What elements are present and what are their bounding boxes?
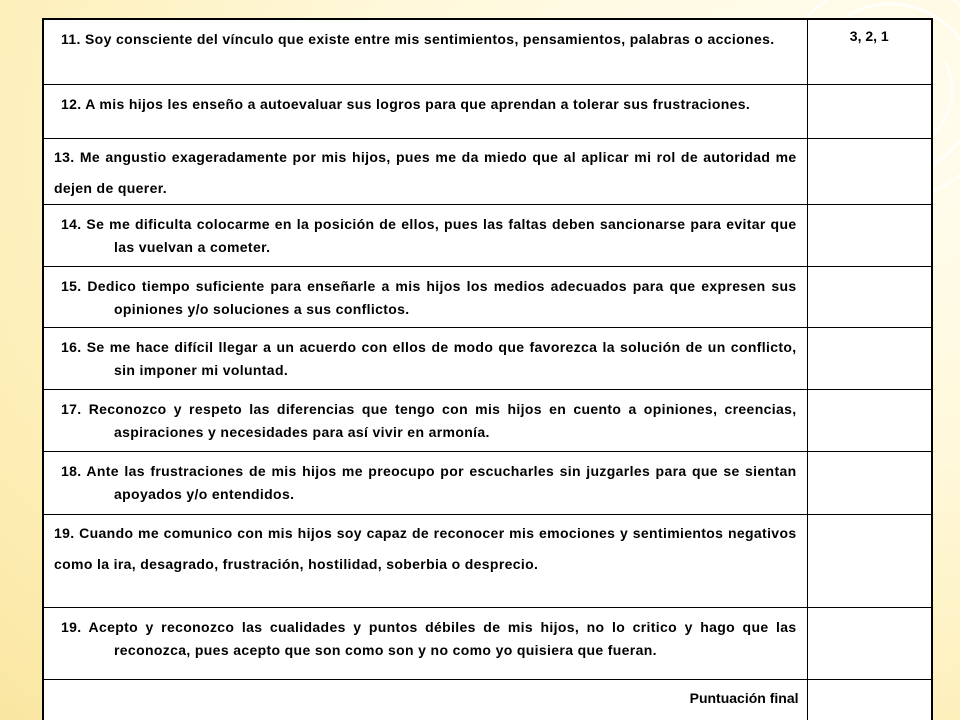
statement-text: 11. Soy consciente del vínculo que existe entre mis sentimientos, pensamientos, palabras o acciones.	[61, 31, 775, 47]
statement-text: 17. Reconozco y respeto las diferencias que tengo con mis hijos en cuento a opiniones, creencias, aspiraciones y necesidades para así vivir en armonía.	[61, 400, 797, 440]
table-row	[44, 607, 931, 679]
score-cell	[807, 607, 931, 679]
statement-cell	[44, 84, 807, 138]
statement-text: 15. Dedico tiempo suficiente para enseñarle a mis hijos los medios adecuados para que expresen sus opiniones y/o soluciones a sus conflictos.	[61, 277, 797, 317]
table-row	[44, 389, 931, 451]
questionnaire-table	[44, 20, 931, 720]
statement-cell	[44, 138, 807, 204]
total-label: Puntuación final	[44, 679, 807, 720]
score-cell	[807, 138, 931, 204]
table-row	[44, 20, 931, 84]
statement-cell	[44, 327, 807, 389]
statement-text: 13. Me angustio exageradamente por mis hijos, pues me da miedo que al aplicar mi rol de autoridad me dejen de querer.	[54, 148, 797, 196]
statement-cell	[44, 451, 807, 514]
total-row	[44, 679, 931, 720]
statement-text: 19. Acepto y reconozco las cualidades y puntos débiles de mis hijos, no lo critico y hago que las reconozca, pues acepto que son como son y no como yo quisiera que fueran.	[61, 618, 797, 658]
score-cell	[807, 327, 931, 389]
score-cell	[807, 266, 931, 327]
statement-cell	[44, 266, 807, 327]
statement-text: 19. Cuando me comunico con mis hijos soy capaz de reconocer mis emociones y sentimientos negativos como la ira, desagrado, frustración, hostilidad, soberbia o desprecio.	[54, 524, 797, 572]
total-score-cell	[807, 679, 931, 720]
table-row	[44, 84, 931, 138]
table-row	[44, 266, 931, 327]
score-cell	[807, 389, 931, 451]
statement-cell	[44, 607, 807, 679]
statement-text: 16. Se me hace difícil llegar a un acuerdo con ellos de modo que favorezca la solución de un conflicto, sin imponer mi voluntad.	[61, 338, 797, 378]
score-cell: 3, 2, 1	[807, 20, 931, 84]
table-row	[44, 138, 931, 204]
questionnaire-sheet	[42, 18, 933, 720]
statement-text: 12. A mis hijos les enseño a autoevaluar sus logros para que aprendan a tolerar sus frustraciones.	[61, 95, 751, 112]
statement-text: 18. Ante las frustraciones de mis hijos me preocupo por escucharles sin juzgarles para que se sientan apoyados y/o entendidos.	[61, 462, 797, 502]
statement-text: 14. Se me dificulta colocarme en la posición de ellos, pues las faltas deben sancionarse para evitar que las vuelvan a cometer.	[61, 215, 797, 255]
table-row	[44, 327, 931, 389]
score-cell	[807, 514, 931, 607]
table-row	[44, 204, 931, 266]
statement-cell	[44, 204, 807, 266]
score-cell	[807, 204, 931, 266]
statement-cell	[44, 20, 807, 84]
table-row	[44, 514, 931, 607]
score-cell	[807, 451, 931, 514]
score-cell	[807, 84, 931, 138]
statement-cell	[44, 389, 807, 451]
statement-cell	[44, 514, 807, 607]
table-row	[44, 451, 931, 514]
